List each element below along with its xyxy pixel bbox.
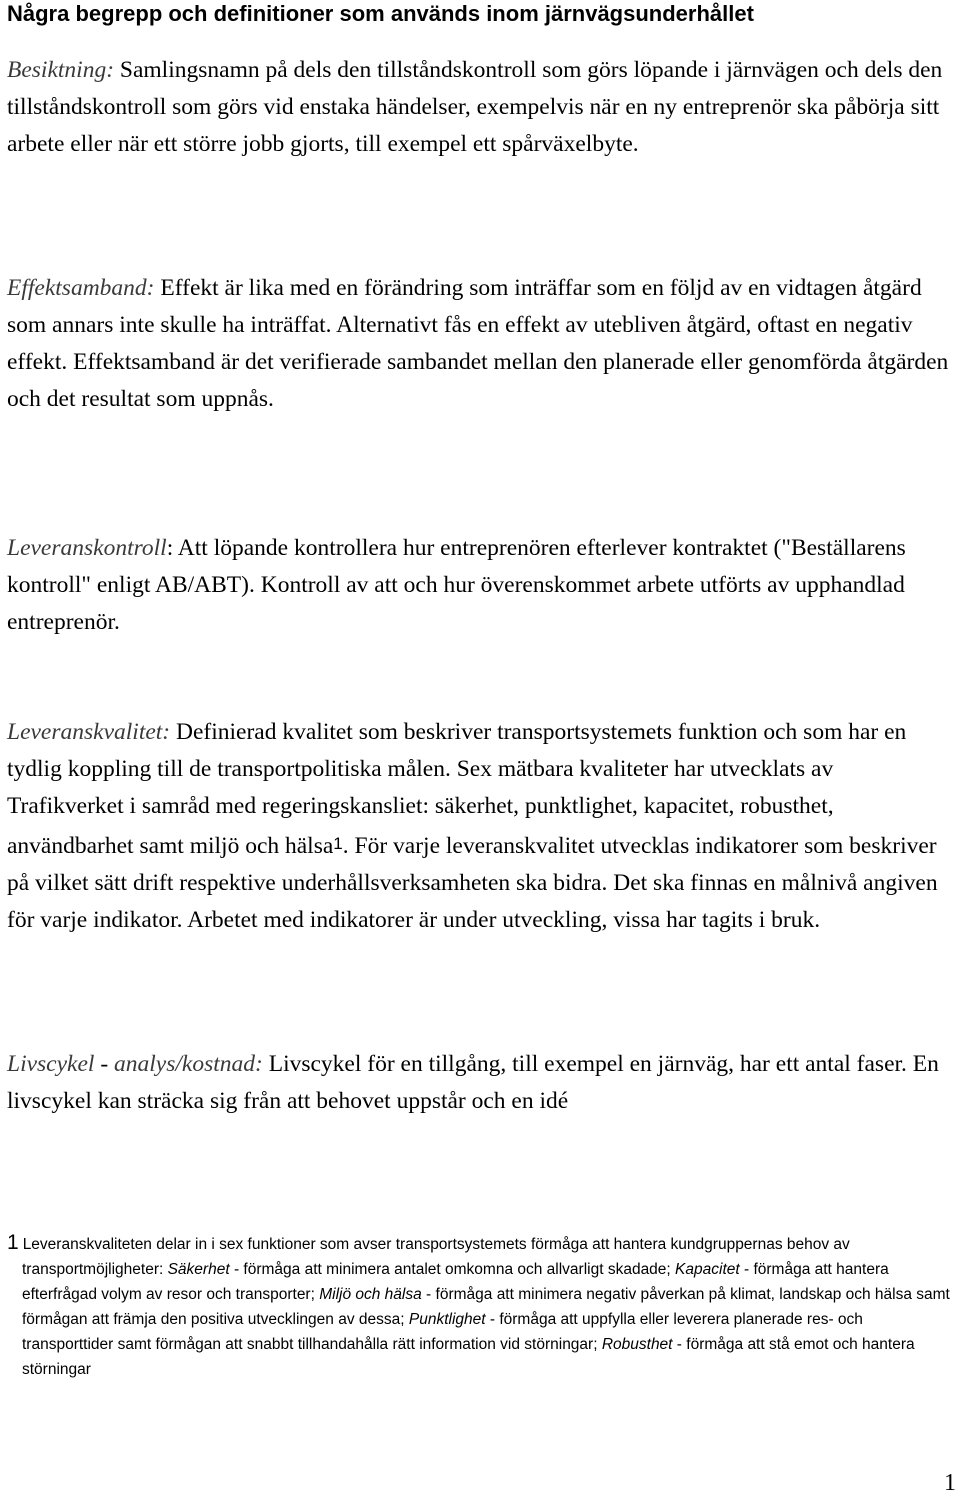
footnote-text: - förmåga att minimera antalet omkomna och allvarligt skadade; bbox=[229, 1261, 676, 1278]
definition-leveranskontroll bbox=[7, 530, 953, 641]
term-separator: - bbox=[94, 1051, 115, 1077]
definition-text: Samlingsnamn på dels den tillståndskontroll som görs löpande i järnvägen och dels den tillståndskontroll som görs vid enstaka händelser, exempelvis när en ny entreprenör ska påbörja sitt arbete eller när ett större jobb gjorts, till exempel ett spårväxelbyte. bbox=[7, 57, 943, 157]
definition-text: Effekt är lika med en förändring som inträffar som en följd av en vidtagen åtgärd som annars inte skulle ha inträffat. Alternativt fås en effekt av utebliven åtgärd, oftast en negativ effekt. Effektsamband är det verifierade sambandet mellan den planerade eller genomförda åtgärden och det resultat som uppnås. bbox=[7, 275, 949, 412]
footnote-mark: 1 bbox=[7, 1231, 19, 1254]
page-number: 1 bbox=[944, 1470, 956, 1496]
definition-livscykel bbox=[7, 1046, 953, 1120]
footnote-text: - förmåga att minimera negativ påverkan på klimat, landskap och hälsa samt förmågan att främja den positiva utvecklingen av dessa; bbox=[22, 1286, 950, 1328]
footnote-term: Punktlighet bbox=[408, 1311, 486, 1328]
footnote-text: - förmåga att stå emot och hantera störningar bbox=[22, 1336, 915, 1378]
term-label: Effektsamband: bbox=[7, 275, 155, 301]
footnote-text: - förmåga att hantera efterfrågad volym av resor och transporter; bbox=[22, 1261, 889, 1303]
term-label: Leveranskontroll bbox=[7, 535, 167, 561]
definition-besiktning bbox=[7, 52, 953, 163]
definition-text: : Att löpande kontrollera hur entreprenören efterlever kontraktet ("Beställarens kontroll" enligt AB/ABT). Kontroll av att och hur överenskommet arbete utförts av upphandlad entreprenör. bbox=[7, 535, 906, 635]
term-label: Besiktning: bbox=[7, 57, 115, 83]
term-label: Leveranskvalitet: bbox=[7, 719, 171, 745]
definition-effektsamband bbox=[7, 270, 953, 418]
definition-text-continued: . För varje leveranskvalitet utvecklas indikatorer som beskriver på vilket sätt drift respektive underhållsverksamheten ska bidra. Det ska finnas en målnivå angiven för varje indikator. Arbetet med indikatorer är under utveckling, vissa har tagits i bruk. bbox=[7, 833, 938, 933]
footnote-term: Kapacitet bbox=[675, 1261, 740, 1278]
term-label-secondary: analys/kostnad: bbox=[114, 1051, 263, 1077]
definition-leveranskvalitet bbox=[7, 714, 953, 939]
footnote bbox=[7, 1230, 953, 1382]
footnote-text: - förmåga att uppfylla eller leverera planerade res- och transporttider samt förmågan att snabbt tillhandahålla rätt information vid störningar; bbox=[22, 1311, 863, 1353]
definition-text: Livscykel för en tillgång, till exempel en järnväg, har ett antal faser. En livscykel kan sträcka sig från att behovet uppstår och en idé bbox=[7, 1051, 939, 1114]
footnote-term: Säkerhet bbox=[167, 1261, 230, 1278]
footnote-term: Robusthet bbox=[601, 1336, 673, 1353]
definition-text: Definierad kvalitet som beskriver transportsystemets funktion och som har en tydlig koppling till de transportpolitiska målen. Sex mätbara kvaliteter har utvecklats av Trafikverket i samråd med regeringskansliet: säkerhet, punktlighet, kapacitet, robusthet, användbarhet samt miljö och hälsa bbox=[7, 719, 907, 859]
footnote-text: Leveranskvaliteten delar in i sex funktioner som avser transportsystemets förmåga att hantera kundgruppernas behov av transportmöjligheter: bbox=[22, 1236, 850, 1278]
footnote-term: Miljö och hälsa bbox=[319, 1286, 422, 1303]
term-label: Livscykel bbox=[7, 1051, 95, 1077]
page-title: Några begrepp och definitioner som används inom järnvägsunderhållet bbox=[7, 1, 754, 26]
footnote-reference[interactable]: 1 bbox=[333, 834, 343, 853]
